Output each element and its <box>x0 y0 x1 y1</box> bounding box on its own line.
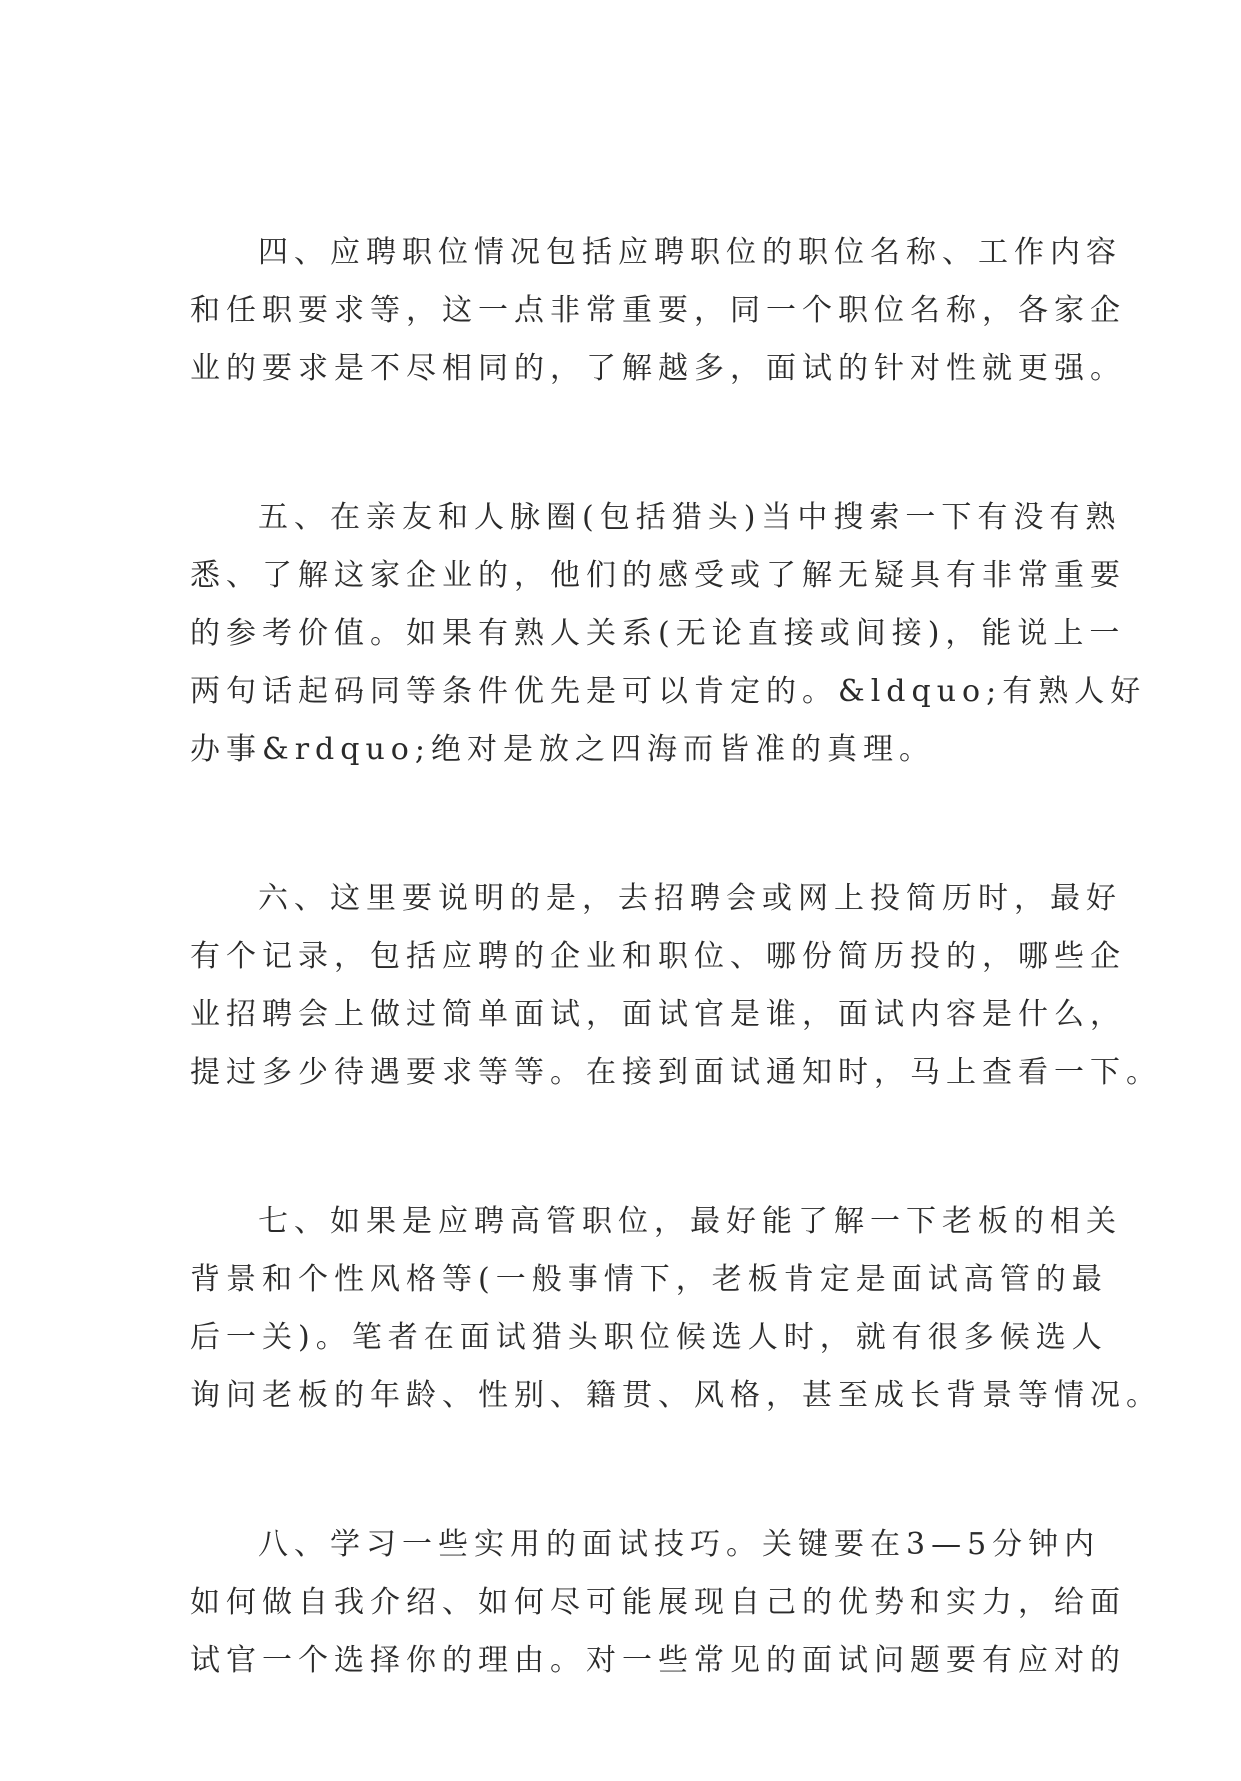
text-line: 试官一个选择你的理由。对一些常见的面试问题要有应对的 <box>190 1643 1126 1678</box>
text-line: 办事&rdquo;绝对是放之四海而皆准的真理。 <box>190 732 935 767</box>
text-line: 八、学习一些实用的面试技巧。关键要在3—5分钟内 <box>258 1527 1101 1562</box>
text-line: 背景和个性风格等(一般事情下，老板肯定是面试高管的最 <box>190 1262 1108 1297</box>
paragraph-6 <box>190 870 1162 1102</box>
text-line: 如何做自我介绍、如何尽可能展现自己的优势和实力，给面 <box>190 1585 1126 1620</box>
paragraph-4 <box>190 224 1126 398</box>
text-line: 两句话起码同等条件优先是可以肯定的。&ldquo;有熟人好 <box>190 674 1147 709</box>
text-line: 五、在亲友和人脉圈(包括猎头)当中搜索一下有没有熟 <box>258 500 1122 535</box>
paragraph-5 <box>190 489 1147 779</box>
text-line: 四、应聘职位情况包括应聘职位的职位名称、工作内容 <box>258 235 1122 270</box>
paragraph-8 <box>190 1516 1126 1690</box>
paragraph-7 <box>190 1193 1162 1425</box>
text-line: 六、这里要说明的是，去招聘会或网上投简历时，最好 <box>258 881 1122 916</box>
text-line: 业的要求是不尽相同的，了解越多，面试的针对性就更强。 <box>190 351 1126 386</box>
text-line: 业招聘会上做过简单面试，面试官是谁，面试内容是什么， <box>190 997 1126 1032</box>
text-line: 七、如果是应聘高管职位，最好能了解一下老板的相关 <box>258 1204 1122 1239</box>
text-line: 和任职要求等，这一点非常重要，同一个职位名称，各家企 <box>190 293 1126 328</box>
text-line: 的参考价值。如果有熟人关系(无论直接或间接)，能说上一 <box>190 616 1126 651</box>
text-line: 提过多少待遇要求等等。在接到面试通知时，马上查看一下。 <box>190 1055 1162 1090</box>
document-body <box>190 224 1162 1781</box>
text-line: 有个记录，包括应聘的企业和职位、哪份简历投的，哪些企 <box>190 939 1126 974</box>
text-line: 悉、了解这家企业的，他们的感受或了解无疑具有非常重要 <box>190 558 1126 593</box>
text-line: 询问老板的年龄、性别、籍贯、风格，甚至成长背景等情况。 <box>190 1378 1162 1413</box>
text-line: 后一关)。笔者在面试猎头职位候选人时，就有很多候选人 <box>190 1320 1108 1355</box>
